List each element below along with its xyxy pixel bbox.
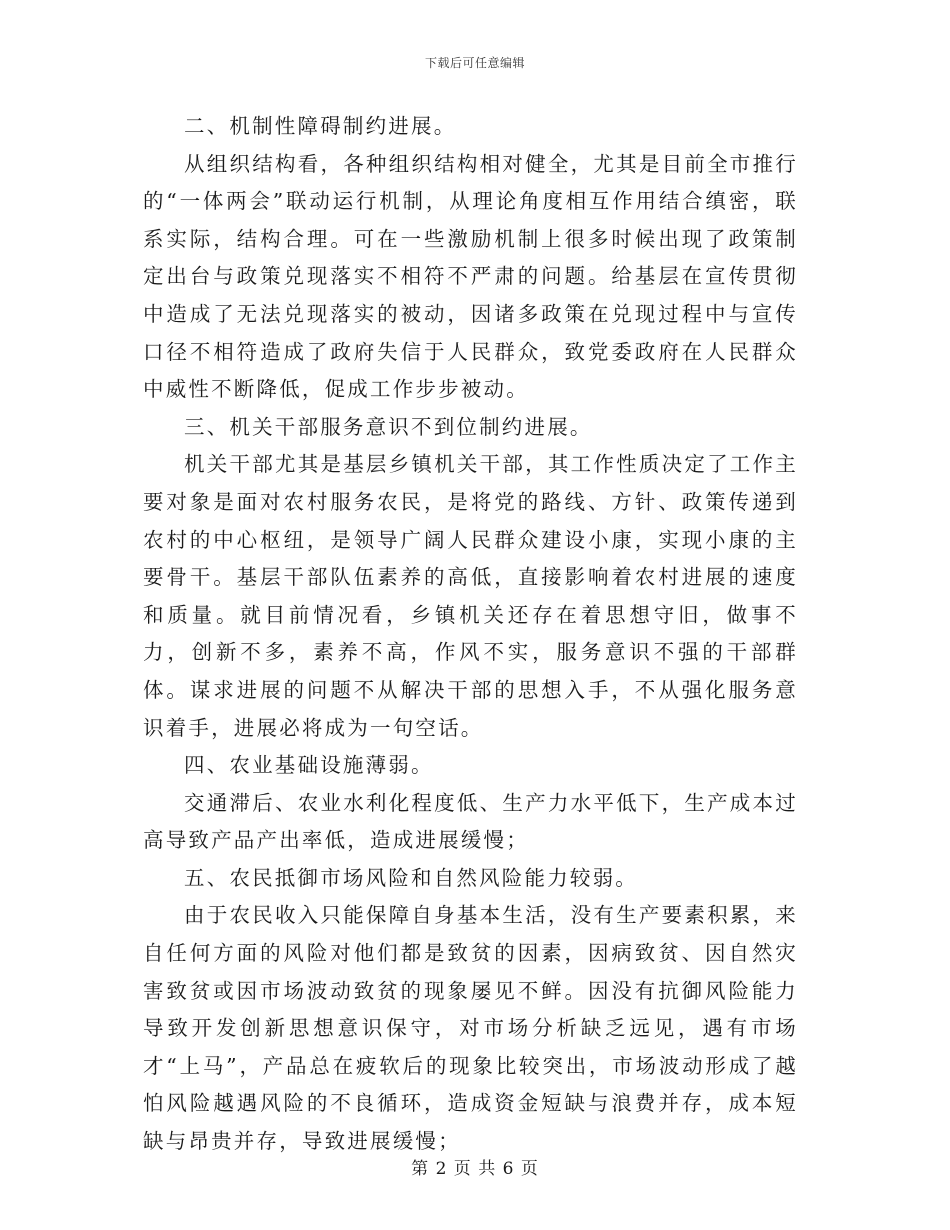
section-heading-4: 四、农业基础设施薄弱。 xyxy=(184,753,434,778)
section-heading-2: 二、机制性障碍制约进展。 xyxy=(184,114,457,138)
document-body xyxy=(143,108,798,1161)
paragraph: 机关干部尤其是基层乡镇机关干部，其工作性质决定了工作主要对象是面对农村服务农民，是将党的路线、方针、政策传递到农村的中心枢纽，是领导广阔人民群众建设小康，实现小康的主要骨干。基层干部队伍素养的高低，直接影响着农村进展的速度和质量。就目前情况看，乡镇机关还存在着思想守旧，做事不力，创新不多，素养不高，作风不实，服务意识不强的干部群体。谋求进展的问题不从解决干部的思想入手，不从强化服务意识着手，进展必将成为一句空话。 xyxy=(143,452,798,740)
section-heading-5: 五、农民抵御市场风险和自然风险能力较弱。 xyxy=(184,865,638,890)
paragraph: 由于农民收入只能保障自身基本生活，没有生产要素积累，来自任何方面的风险对他们都是致贫的因素，因病致贫、因自然灾害致贫或因市场波动致贫的现象屡见不鲜。因没有抗御风险能力导致开发创新思想意识保守，对市场分析缺乏远见，遇有市场才“上马”，产品总在疲软后的现象比较突出，市场波动形成了越怕风险越遇风险的不良循环，造成资金短缺与浪费并存，成本短缺与昂贵并存，导致进展缓慢； xyxy=(143,903,798,1154)
page-header: 下载后可任意编辑 xyxy=(424,56,525,70)
paragraph: 交通滞后、农业水利化程度低、生产力水平低下，生产成本过高导致产品产出率低，造成进展缓慢； xyxy=(143,790,798,853)
paragraph: 从组织结构看，各种组织结构相对健全，尤其是目前全市推行的“一体两会”联动运行机制，从理论角度相互作用结合缜密，联系实际，结构合理。可在一些激励机制上很多时候出现了政策制定出台与政策兑现落实不相符不严肃的问题。给基层在宣传贯彻中造成了无法兑现落实的被动，因诸多政策在兑现过程中与宣传口径不相符造成了政府失信于人民群众，致党委政府在人民群众中威性不断降低，促成工作步步被动。 xyxy=(143,151,798,402)
page-number-footer: 第 2 页 共 6 页 xyxy=(411,1159,539,1179)
section-heading-3: 三、机关干部服务意识不到位制约进展。 xyxy=(184,414,593,439)
